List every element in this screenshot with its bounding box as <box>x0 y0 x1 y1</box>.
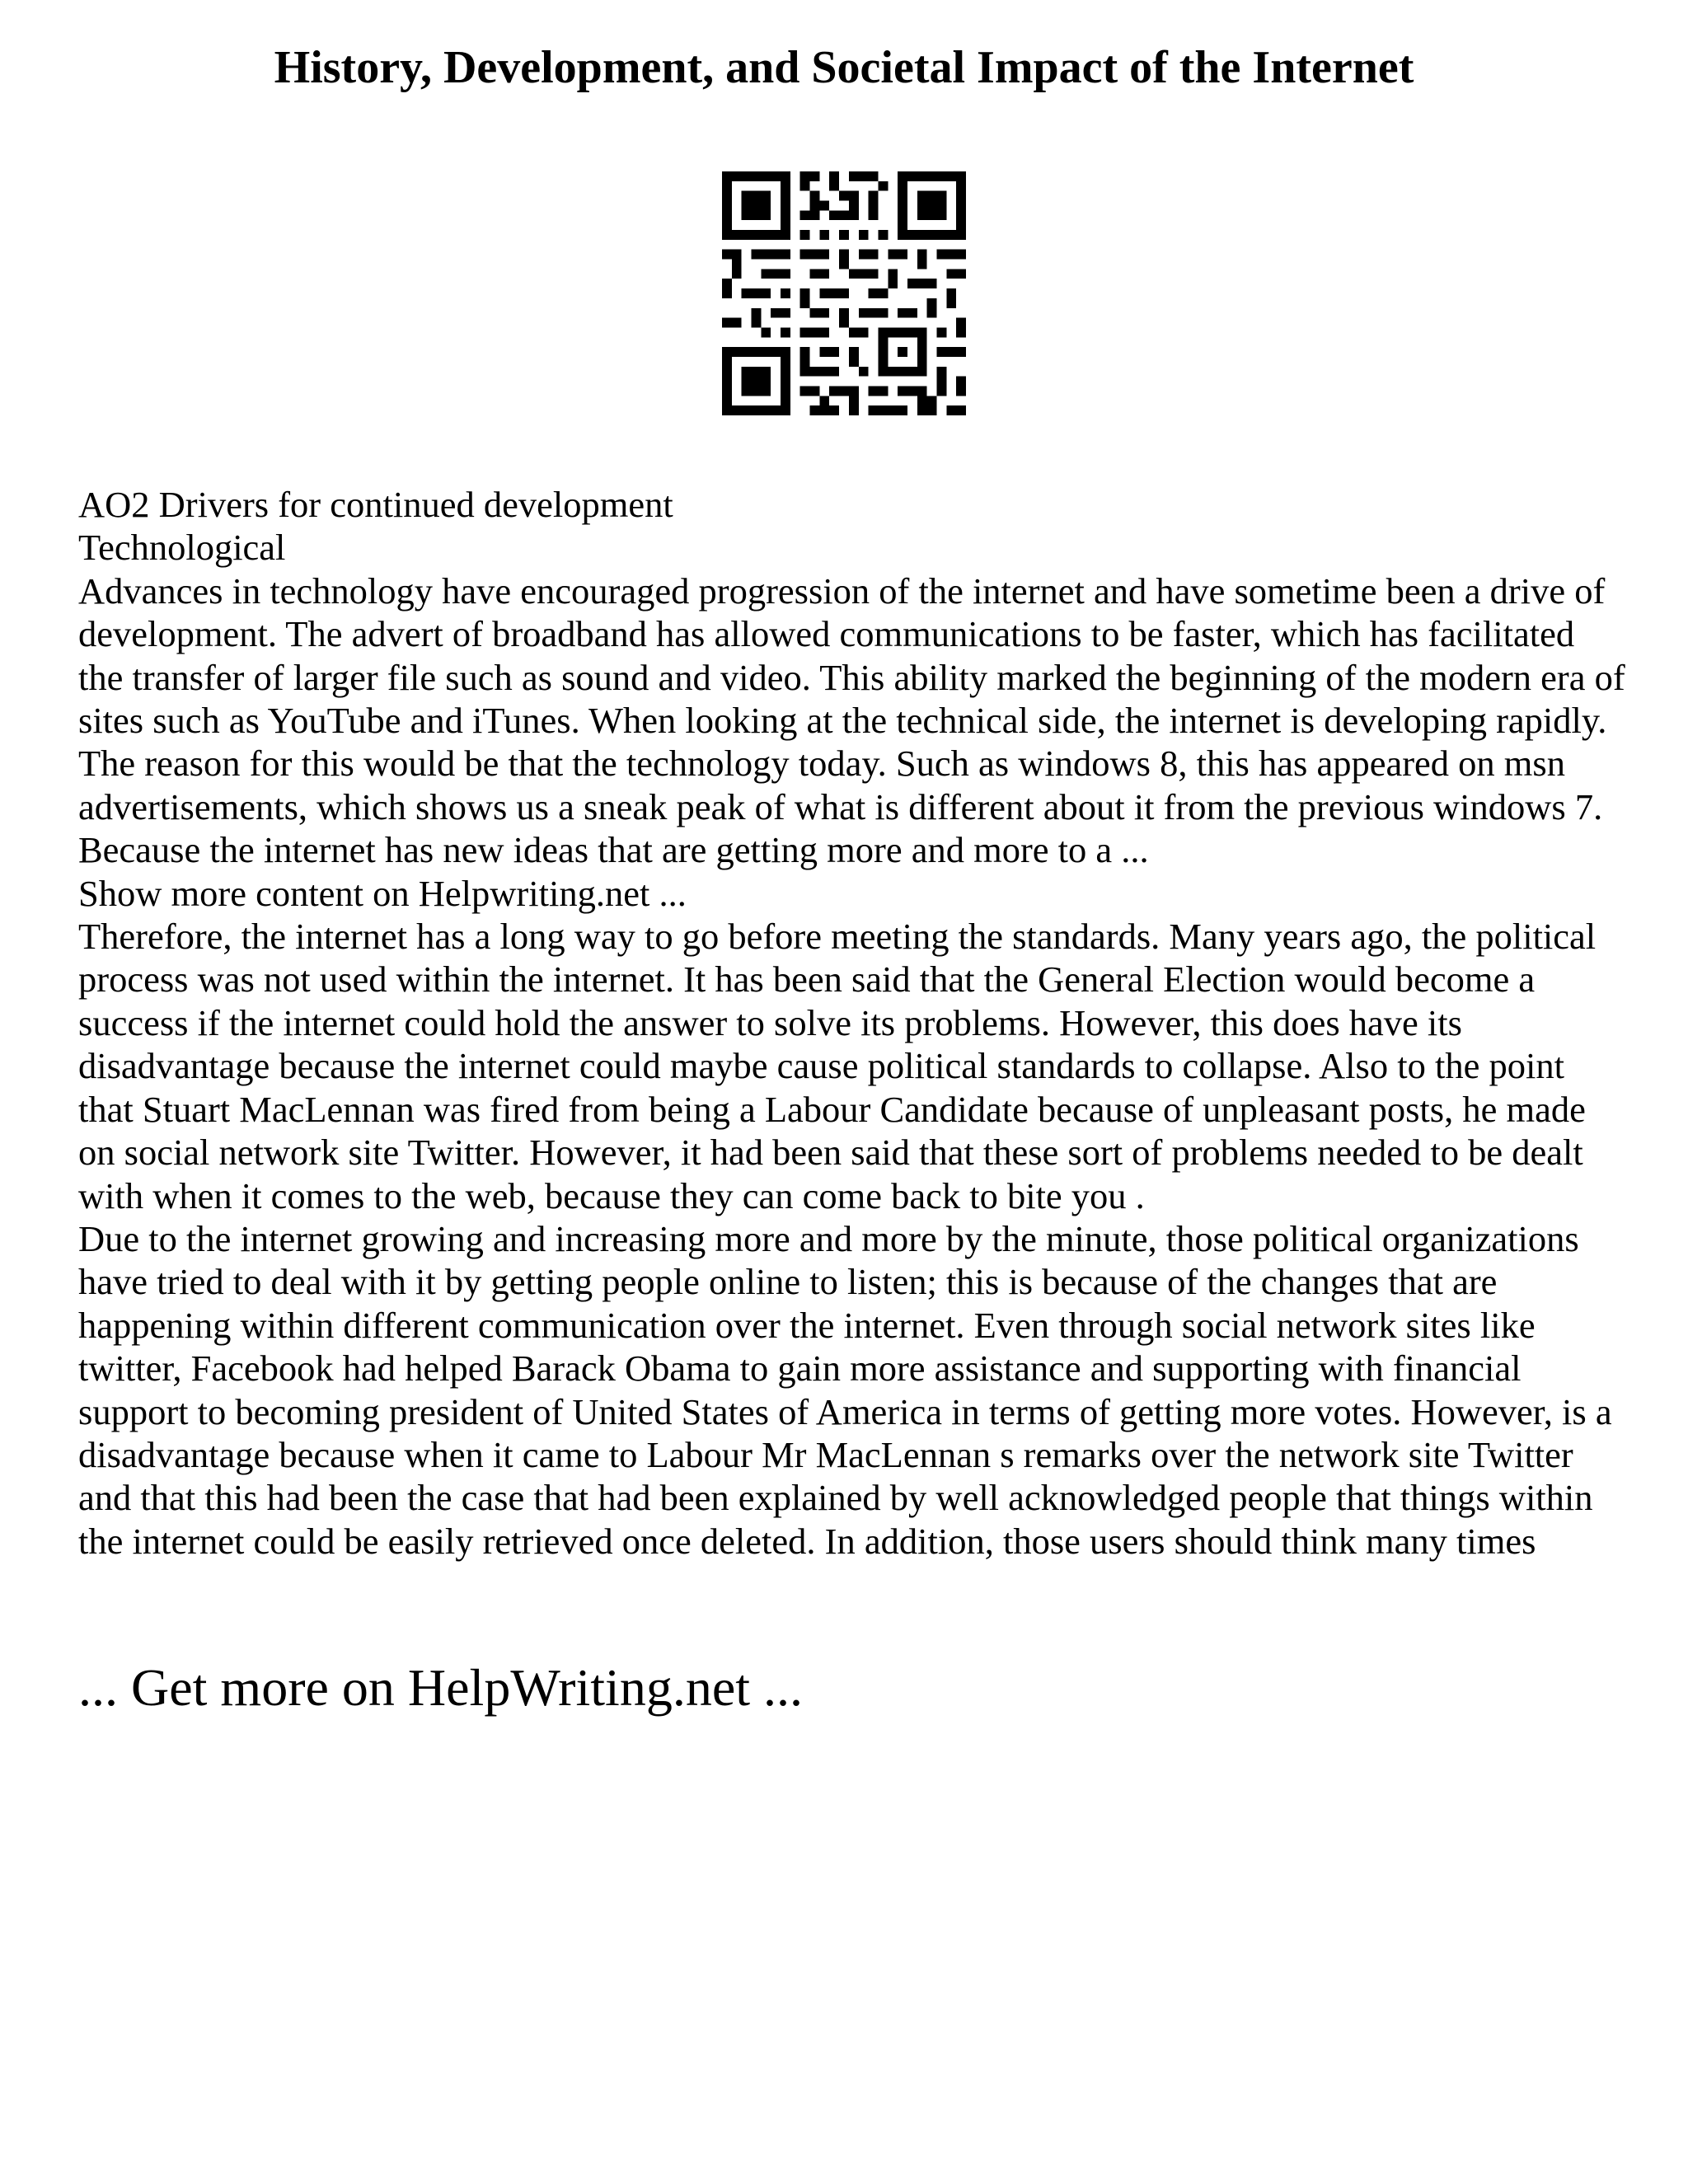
paragraph-organizations: Due to the internet growing and increasing more and more by the minute, those political organizations have tried to deal with it by getting people online to listen; this is because of the changes that are happening within different communication over the internet. Even through social network sites like twitter, Facebook had helped Barack Obama to gain more assistance and supporting with financial support to becoming president of United States of America in terms of getting more votes. However, is a disadvantage because when it came to Labour Mr MacLennan s remarks over the network site Twitter and that this had been the case that had been explained by well acknowledged people that things within the internet could be easily retrieved once deleted. In addition, those users should think many times <box>78 1217 1612 1562</box>
show-more-link[interactable]: Show more content on Helpwriting.net ... <box>78 872 687 914</box>
paragraph-political: Therefore, the internet has a long way to go before meeting the standards. Many years ago, the political process was not used within the internet. It has been said that the General Election would become a success if the internet could hold the answer to solve its problems. However, this does have its disadvantage because the internet could maybe cause political standards to collapse. Also to the point that Stuart MacLennan was fired from being a Labour Candidate because of unpleasant posts, he made on social network site Twitter. However, it had been said that these sort of problems needed to be dealt with when it comes to the web, because they can come back to bite you . <box>78 916 1597 1216</box>
qr-code-icon[interactable] <box>722 171 966 415</box>
paragraph-technological: Advances in technology have encouraged progression of the internet and have sometime been a drive of development. The advert of broadband has allowed communications to be faster, which has facilitated the transfer of larger file such as sound and video. This ability marked the beginning of the modern era of sites such as YouTube and iTunes. When looking at the technical side, the internet is developing rapidly. The reason for this would be that the technology today. Such as windows 8, this has appeared on msn advertisements, which shows us a sneak peak of what is different about it from the previous windows 7. Because the internet has new ideas that are getting more and more to a ... <box>78 569 1625 871</box>
section-heading: AO2 Drivers for continued development <box>78 484 673 525</box>
subheading: Technological <box>78 527 286 569</box>
article-body <box>78 483 1628 1563</box>
page-title: History, Development, and Societal Impact of the Internet <box>274 42 1414 93</box>
get-more-link[interactable]: ... Get more on HelpWriting.net ... <box>78 1658 803 1717</box>
qr-code-graphic <box>722 171 966 415</box>
